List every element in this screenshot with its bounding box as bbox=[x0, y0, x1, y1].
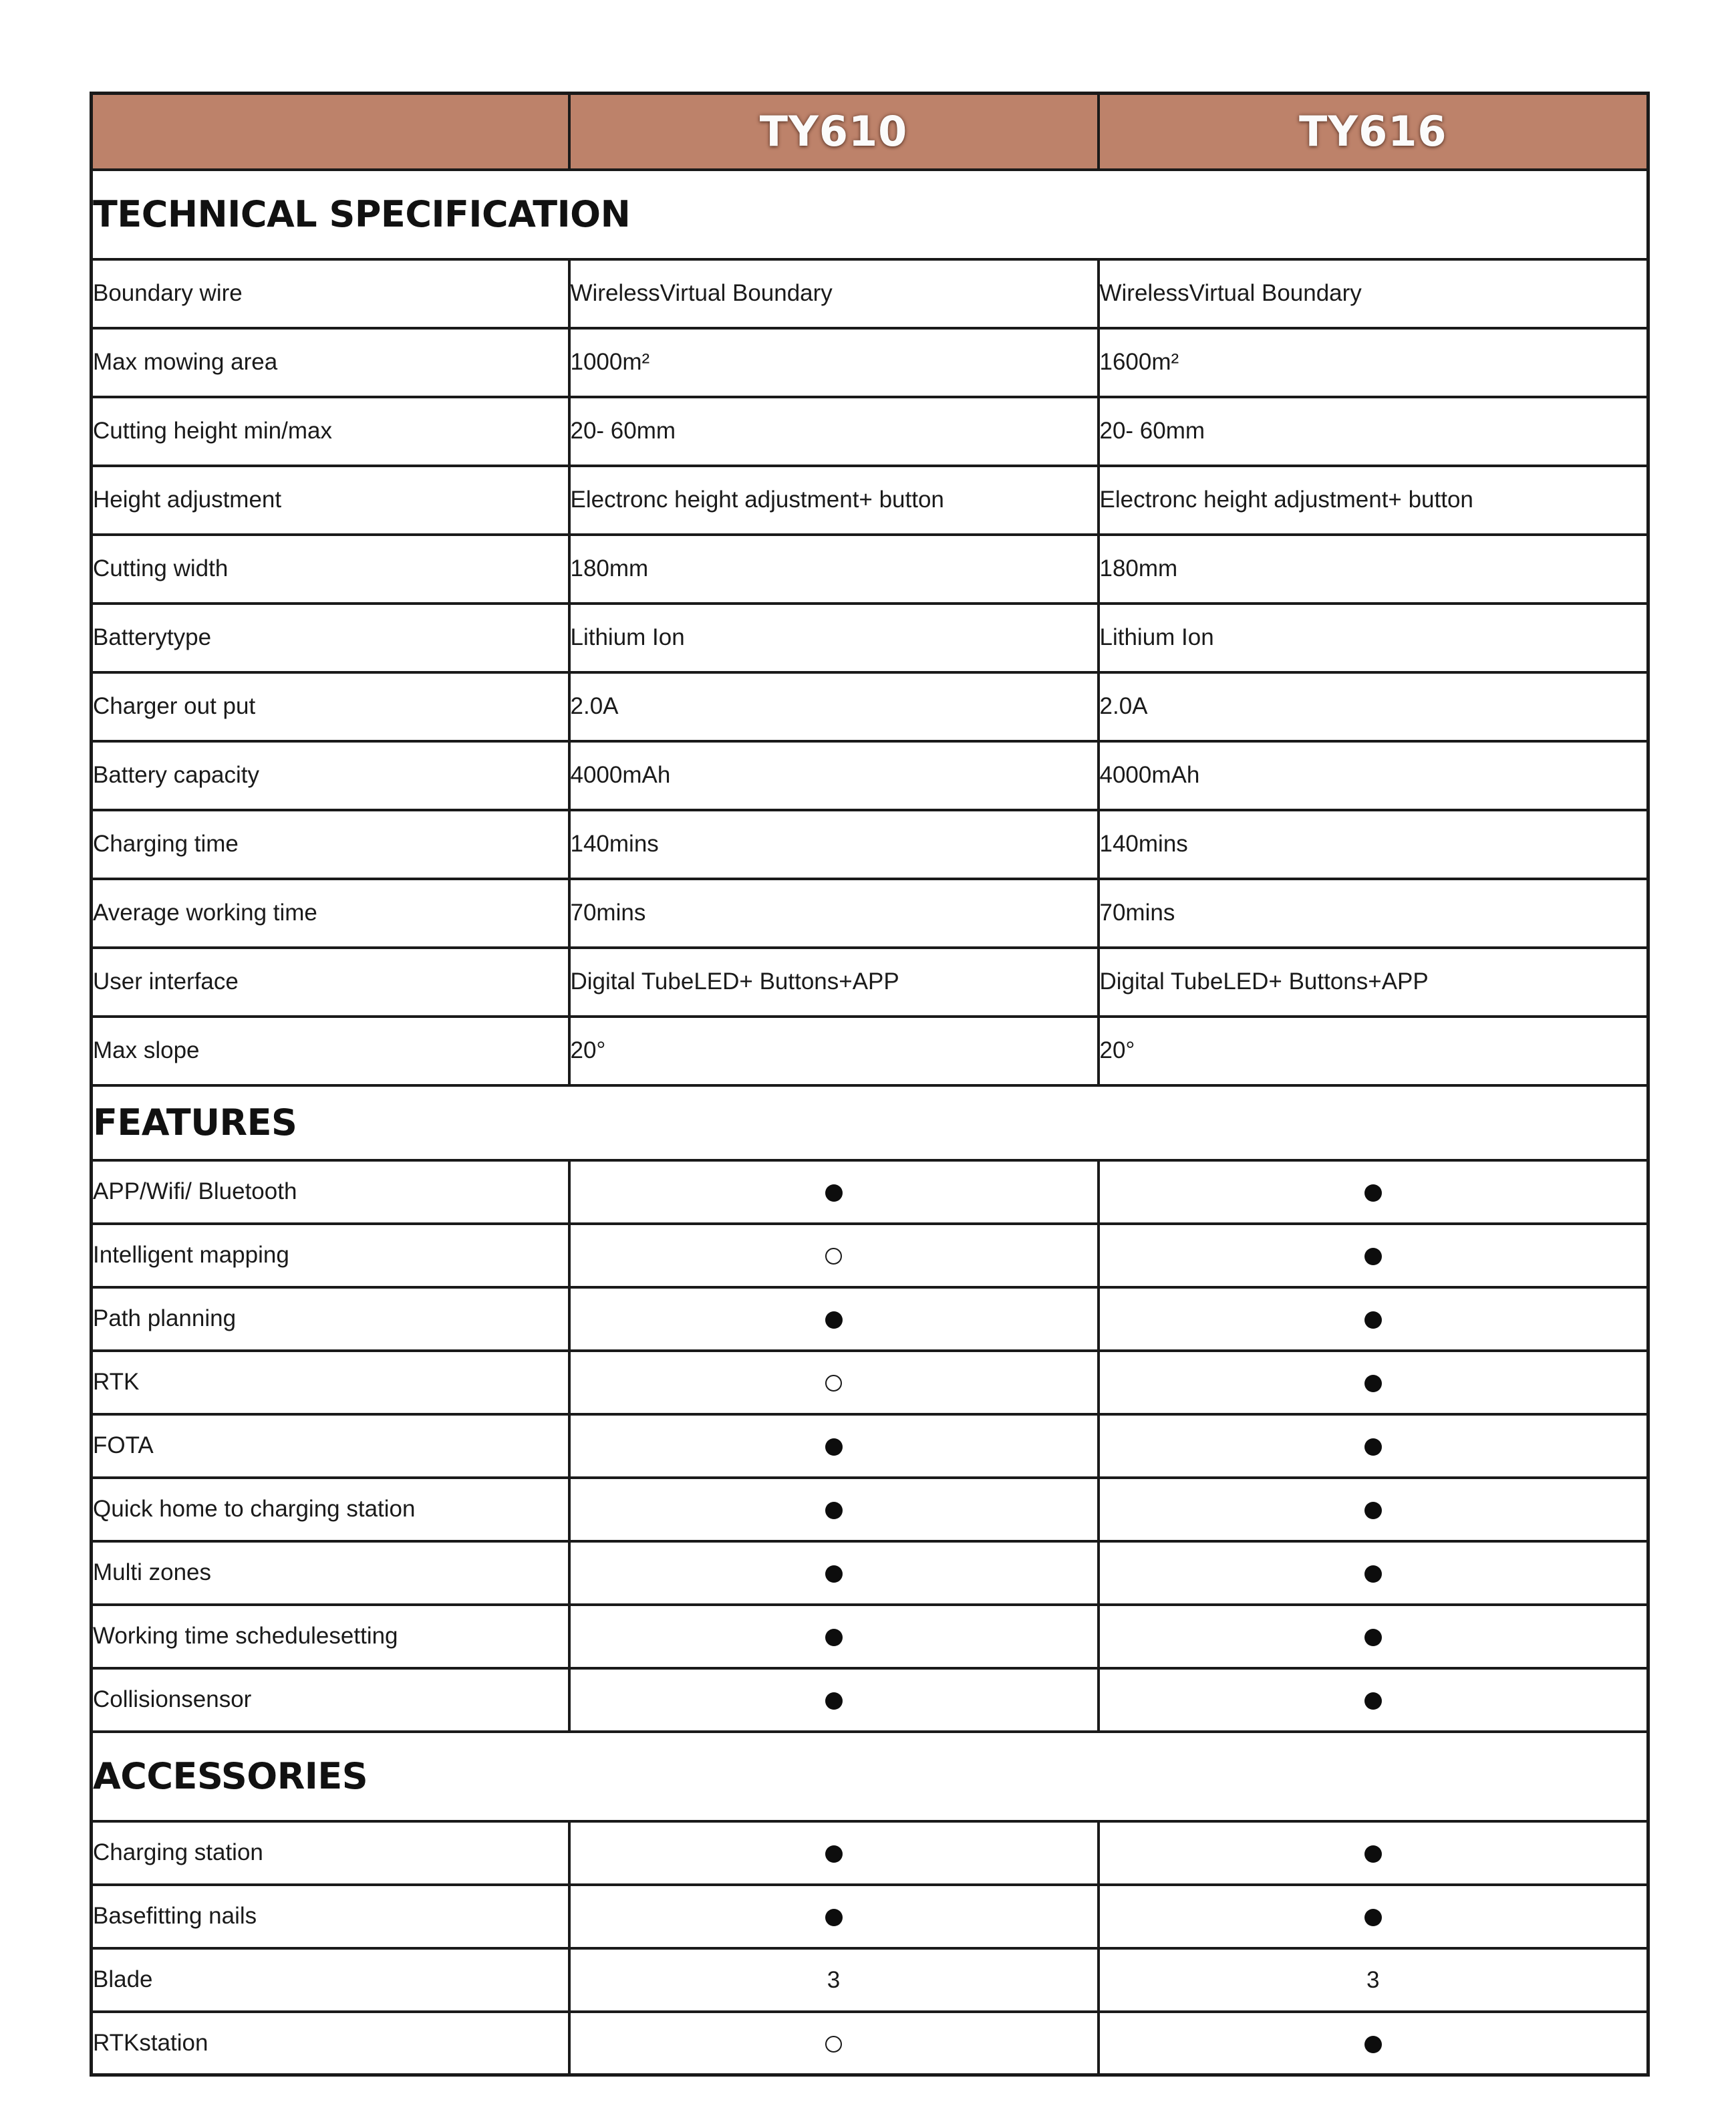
spec-value-ty616: 1600m² bbox=[1099, 328, 1648, 397]
filled-dot-icon bbox=[1364, 1629, 1382, 1646]
spec-value-ty616: 4000mAh bbox=[1099, 741, 1648, 810]
accessories-row bbox=[92, 2012, 1648, 2075]
accessories-row bbox=[92, 1821, 1648, 1885]
features-value-ty616 bbox=[1099, 1478, 1648, 1541]
features-value-ty616 bbox=[1099, 1541, 1648, 1605]
model-header-ty610 bbox=[569, 94, 1099, 170]
features-row bbox=[92, 1351, 1648, 1414]
spec-value-ty616: Lithium Ion bbox=[1099, 604, 1648, 672]
features-value-ty616 bbox=[1099, 1605, 1648, 1668]
spec-row bbox=[92, 535, 1648, 604]
accessories-value-ty616 bbox=[1099, 1885, 1648, 1948]
spec-row bbox=[92, 879, 1648, 948]
filled-dot-icon bbox=[825, 1629, 843, 1646]
accessories-value-ty610 bbox=[569, 1948, 1099, 2012]
filled-dot-icon bbox=[825, 1311, 843, 1329]
accessories-label: Charging station bbox=[92, 1821, 569, 1885]
filled-dot-icon bbox=[1364, 2036, 1382, 2053]
section-title: ACCESSORIES bbox=[93, 1755, 368, 1797]
spec-comparison-table bbox=[90, 92, 1650, 2077]
spec-value-ty616: 20° bbox=[1099, 1017, 1648, 1085]
spec-label: Charger out put bbox=[92, 672, 569, 741]
spec-label: Batterytype bbox=[92, 604, 569, 672]
spec-value-ty610: Electronc height adjustment+ button bbox=[569, 466, 1099, 535]
features-row bbox=[92, 1224, 1648, 1287]
section-row-features bbox=[92, 1085, 1648, 1160]
features-value-ty610 bbox=[569, 1541, 1099, 1605]
spec-value-ty610: 2.0A bbox=[569, 672, 1099, 741]
section-row-accessories bbox=[92, 1732, 1648, 1821]
accessories-value-ty616 bbox=[1099, 1821, 1648, 1885]
filled-dot-icon bbox=[1364, 1909, 1382, 1926]
spec-row bbox=[92, 397, 1648, 466]
model-name: TY616 bbox=[1298, 107, 1447, 156]
filled-dot-icon bbox=[825, 1184, 843, 1202]
filled-dot-icon bbox=[825, 1909, 843, 1926]
features-value-ty616 bbox=[1099, 1224, 1648, 1287]
features-row bbox=[92, 1668, 1648, 1732]
features-row bbox=[92, 1605, 1648, 1668]
section-row-technical bbox=[92, 170, 1648, 259]
features-label: Working time schedulesetting bbox=[92, 1605, 569, 1668]
spec-label: Height adjustment bbox=[92, 466, 569, 535]
features-value-ty610 bbox=[569, 1160, 1099, 1224]
spec-value-ty610: 140mins bbox=[569, 810, 1099, 879]
model-name: TY610 bbox=[759, 107, 908, 156]
spec-label: Cutting width bbox=[92, 535, 569, 604]
filled-dot-icon bbox=[1364, 1565, 1382, 1583]
section-title: FEATURES bbox=[93, 1101, 297, 1144]
filled-dot-icon bbox=[1364, 1845, 1382, 1863]
spec-label: User interface bbox=[92, 948, 569, 1017]
features-value-ty610 bbox=[569, 1605, 1099, 1668]
features-label: Collisionsensor bbox=[92, 1668, 569, 1732]
features-value-ty610 bbox=[569, 1414, 1099, 1478]
table-body bbox=[92, 170, 1648, 2075]
features-label: RTK bbox=[92, 1351, 569, 1414]
filled-dot-icon bbox=[1364, 1184, 1382, 1202]
accessories-row bbox=[92, 1948, 1648, 2012]
spec-value-ty610: Lithium Ion bbox=[569, 604, 1099, 672]
quantity-value: 3 bbox=[827, 1966, 841, 1993]
spec-value-ty610: 180mm bbox=[569, 535, 1099, 604]
features-label: FOTA bbox=[92, 1414, 569, 1478]
features-label: Multi zones bbox=[92, 1541, 569, 1605]
spec-value-ty616: 180mm bbox=[1099, 535, 1648, 604]
filled-dot-icon bbox=[1364, 1438, 1382, 1456]
spec-value-ty616: 70mins bbox=[1099, 879, 1648, 948]
features-value-ty616 bbox=[1099, 1287, 1648, 1351]
spec-value-ty616: WirelessVirtual Boundary bbox=[1099, 259, 1648, 328]
spec-value-ty610: 1000m² bbox=[569, 328, 1099, 397]
accessories-value-ty616 bbox=[1099, 1948, 1648, 2012]
features-label: Path planning bbox=[92, 1287, 569, 1351]
filled-dot-icon bbox=[1364, 1502, 1382, 1519]
model-header-ty616 bbox=[1099, 94, 1648, 170]
spec-label: Battery capacity bbox=[92, 741, 569, 810]
spec-value-ty610: Digital TubeLED+ Buttons+APP bbox=[569, 948, 1099, 1017]
spec-value-ty616: 140mins bbox=[1099, 810, 1648, 879]
accessories-label: Basefitting nails bbox=[92, 1885, 569, 1948]
spec-value-ty610: 20° bbox=[569, 1017, 1099, 1085]
hollow-circle-icon bbox=[825, 1375, 842, 1392]
features-row bbox=[92, 1478, 1648, 1541]
features-row bbox=[92, 1414, 1648, 1478]
model-header-row bbox=[92, 94, 1648, 170]
accessories-label: RTKstation bbox=[92, 2012, 569, 2075]
filled-dot-icon bbox=[1364, 1375, 1382, 1392]
features-value-ty616 bbox=[1099, 1668, 1648, 1732]
features-label: Intelligent mapping bbox=[92, 1224, 569, 1287]
filled-dot-icon bbox=[825, 1692, 843, 1710]
features-row bbox=[92, 1541, 1648, 1605]
spec-row bbox=[92, 1017, 1648, 1085]
features-value-ty610 bbox=[569, 1287, 1099, 1351]
features-row bbox=[92, 1160, 1648, 1224]
spec-row bbox=[92, 672, 1648, 741]
header-blank-cell bbox=[92, 94, 569, 170]
filled-dot-icon bbox=[1364, 1248, 1382, 1265]
spec-row bbox=[92, 328, 1648, 397]
spec-value-ty616: Digital TubeLED+ Buttons+APP bbox=[1099, 948, 1648, 1017]
accessories-value-ty610 bbox=[569, 2012, 1099, 2075]
filled-dot-icon bbox=[825, 1565, 843, 1583]
accessories-label: Blade bbox=[92, 1948, 569, 2012]
features-value-ty610 bbox=[569, 1351, 1099, 1414]
spec-row bbox=[92, 604, 1648, 672]
spec-label: Max slope bbox=[92, 1017, 569, 1085]
filled-dot-icon bbox=[825, 1438, 843, 1456]
quantity-value: 3 bbox=[1366, 1966, 1380, 1993]
features-row bbox=[92, 1287, 1648, 1351]
accessories-value-ty610 bbox=[569, 1821, 1099, 1885]
features-label: APP/Wifi/ Bluetooth bbox=[92, 1160, 569, 1224]
spec-value-ty616: 2.0A bbox=[1099, 672, 1648, 741]
features-value-ty610 bbox=[569, 1668, 1099, 1732]
spec-row bbox=[92, 466, 1648, 535]
spec-label: Charging time bbox=[92, 810, 569, 879]
spec-label: Average working time bbox=[92, 879, 569, 948]
section-title-cell bbox=[92, 1732, 1648, 1821]
features-value-ty616 bbox=[1099, 1414, 1648, 1478]
spec-value-ty616: Electronc height adjustment+ button bbox=[1099, 466, 1648, 535]
filled-dot-icon bbox=[1364, 1692, 1382, 1710]
spec-value-ty610: WirelessVirtual Boundary bbox=[569, 259, 1099, 328]
spec-label: Boundary wire bbox=[92, 259, 569, 328]
features-value-ty610 bbox=[569, 1224, 1099, 1287]
filled-dot-icon bbox=[825, 1502, 843, 1519]
accessories-value-ty616 bbox=[1099, 2012, 1648, 2075]
features-value-ty610 bbox=[569, 1478, 1099, 1541]
accessories-row bbox=[92, 1885, 1648, 1948]
hollow-circle-icon bbox=[825, 2036, 842, 2053]
features-value-ty616 bbox=[1099, 1351, 1648, 1414]
section-title-cell bbox=[92, 170, 1648, 259]
section-title-cell bbox=[92, 1085, 1648, 1160]
spec-label: Max mowing area bbox=[92, 328, 569, 397]
spec-row bbox=[92, 259, 1648, 328]
spec-row bbox=[92, 741, 1648, 810]
spec-value-ty610: 4000mAh bbox=[569, 741, 1099, 810]
filled-dot-icon bbox=[1364, 1311, 1382, 1329]
spec-value-ty610: 70mins bbox=[569, 879, 1099, 948]
spec-value-ty610: 20- 60mm bbox=[569, 397, 1099, 466]
spec-value-ty616: 20- 60mm bbox=[1099, 397, 1648, 466]
filled-dot-icon bbox=[825, 1845, 843, 1863]
accessories-value-ty610 bbox=[569, 1885, 1099, 1948]
features-label: Quick home to charging station bbox=[92, 1478, 569, 1541]
spec-row bbox=[92, 810, 1648, 879]
spec-row bbox=[92, 948, 1648, 1017]
spec-label: Cutting height min/max bbox=[92, 397, 569, 466]
features-value-ty616 bbox=[1099, 1160, 1648, 1224]
section-title: TECHNICAL SPECIFICATION bbox=[93, 193, 631, 235]
hollow-circle-icon bbox=[825, 1248, 842, 1265]
